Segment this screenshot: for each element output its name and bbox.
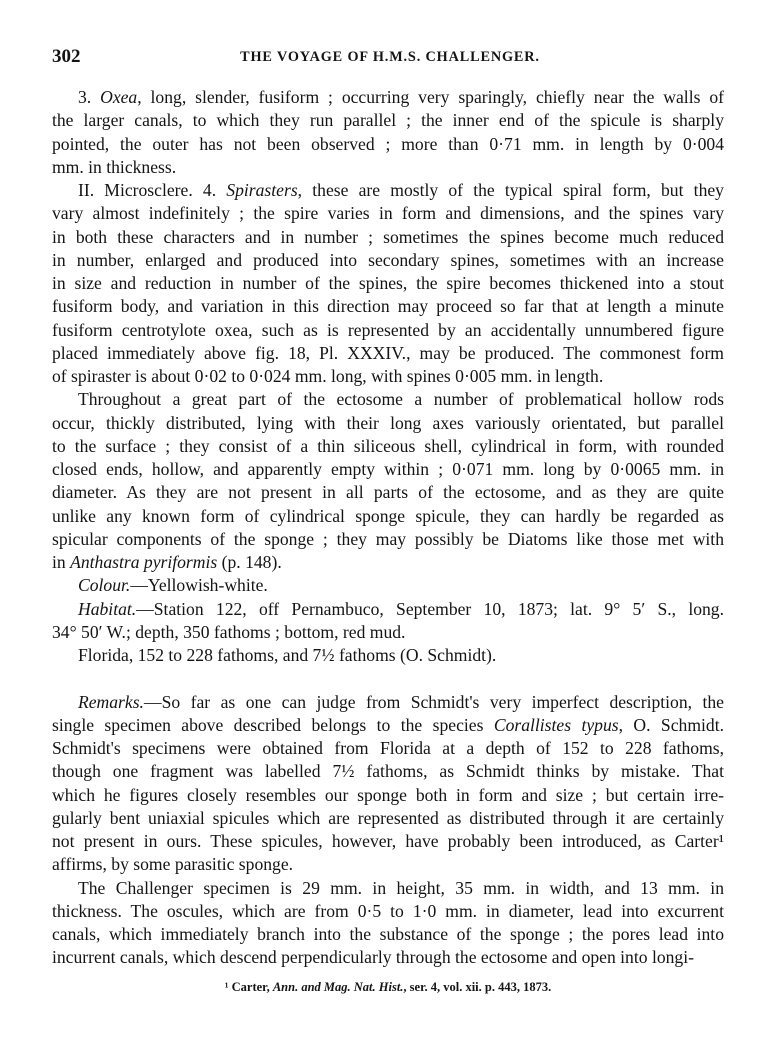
text-line [52,481,724,504]
running-title: THE VOYAGE OF H.M.S. CHALLENGER. [240,49,540,65]
text-run: —Station 122, off Pernambuco, September 10, 1873; lat. 9° 5′ S., long. [136,598,724,619]
text-line [78,877,724,900]
text-run: affirms, by some parasitic sponge. [52,854,294,875]
text-line [52,202,724,225]
text-run: thickness. The oscules, which are from 0·5 to 1·0 mm. in diameter, lead into excurrent [52,900,724,921]
italic-text: Remarks. [78,691,144,712]
text-run: which he figures closely resembles our sponge both in form and size ; but certain irre- [52,784,724,805]
italic-text: Habitat. [78,598,137,619]
text-line [52,760,724,783]
italic-text: Corallistes typus [493,714,619,735]
text-run: placed immediately above fig. 18, Pl. XXXIV., may be produced. The commonest form [52,342,724,363]
text-run: —Yellowish-white. [130,575,268,596]
text-line [52,853,724,876]
text-run: , long, slender, fusiform ; occurring very sparingly, chiefly near the walls of [137,87,724,107]
italic-text: Oxea [100,87,138,107]
text-line [52,900,724,923]
text-line [52,272,724,295]
text-run: canals, which immediately branch into the substance of the sponge ; the pores lead into [52,924,724,944]
text-run: , ser. 4, vol. xii. p. 443, 1873. [403,980,552,994]
page-number: 302 [52,46,81,67]
text-run: in number, enlarged and produced into secondary spines, sometimes with an increase [52,249,724,270]
text-run: diameter. As they are not present in all parts of the ectosome, and as they are quite [52,482,724,503]
text-line [52,226,724,249]
text-line [78,86,724,109]
text-line [52,528,724,551]
text-line [52,435,724,458]
text-run: The Challenger specimen is 29 mm. in height, 35 mm. in width, and 13 mm. in [78,877,724,898]
text-run: in both these characters and in number ; sometimes the spines become much reduced [52,226,724,247]
text-run: , O. Schmidt. [618,714,724,735]
text-run: closed ends, hollow, and apparently empty within ; 0·071 mm. long by 0·0065 mm. in [52,459,724,479]
text-line [52,551,724,574]
text-run: occur, thickly distributed, lying with their long axes variously orientated, but parallel [52,412,724,433]
text-run: pointed, the outer has not been observed ; more than 0·71 mm. in length by 0·004 [52,133,724,154]
text-run: spicular components of the sponge ; they may possibly be Diatoms like those met with [52,528,724,549]
text-line [52,133,724,156]
italic-text: Anthastra pyriformis [70,552,218,572]
text-run: Schmidt's specimens were obtained from Florida at a depth of 152 to 228 fathoms, [52,738,724,758]
text-line [52,458,724,481]
text-run: unlike any known form of cylindrical sponge spicule, they can hardly be regarded as [52,505,724,526]
text-run: gularly bent uniaxial spicules which are represented as distributed through it are certainly [52,807,724,828]
text-run: in [52,552,71,572]
text-run: ¹ Carter, [224,980,273,994]
text-line [78,691,724,714]
text-line [52,156,724,179]
text-line [52,342,724,365]
text-line [52,714,724,737]
text-line [52,830,724,853]
text-run: Throughout a great part of the ectosome a number of problematical hollow rods [78,389,724,410]
text-line [78,388,724,411]
text-line [78,179,724,202]
text-line [52,412,724,435]
text-run: the larger canals, to which they run parallel ; the inner end of the spicule is sharply [52,110,724,131]
text-line [52,365,724,388]
text-line [52,946,724,969]
text-run: 3. [78,87,101,107]
text-line [52,505,724,528]
italic-text: Ann. and Mag. Nat. Hist. [272,980,404,994]
text-line [78,644,724,667]
text-run: II. Microsclere. 4. [78,180,227,200]
text-line [52,737,724,760]
text-run: , these are mostly of the typical spiral form, but they [297,180,724,200]
text-run: fusiform body, and variation in this direction may proceed so far that at length a minute [52,296,724,317]
text-run: incurrent canals, which descend perpendicularly through the ectosome and open into longi- [52,947,694,968]
text-run: —So far as one can judge from Schmidt's very imperfect description, the [143,691,724,712]
text-run: 34° 50′ W.; depth, 350 fathoms ; bottom, red mud. [52,621,406,642]
text-run: mm. in thickness. [52,156,177,177]
text-run: not present in ours. These spicules, however, have probably been introduced, as Carter¹ [52,831,724,851]
italic-text: Colour. [78,575,131,596]
text-line [52,784,724,807]
text-run: vary almost indefinitely ; the spire varies in form and dimensions, and the spines vary [52,203,724,224]
text-line [52,807,724,830]
text-line [52,319,724,342]
text-run: fusiform centrotylote oxea, such as is represented by an accidentally unnumbered figure [52,319,724,340]
text-line [52,295,724,318]
text-run: single specimen above described belongs to the species [52,714,494,735]
text-line [52,621,724,644]
text-line [52,923,724,946]
text-run: though one fragment was labelled 7½ fathoms, as Schmidt thinks by mistake. That [52,761,724,782]
text-run: to the surface ; they consist of a thin siliceous shell, cylindrical in form, with rounded [52,435,724,456]
text-line [52,249,724,272]
italic-text: Spirasters [226,180,298,200]
text-run: of spiraster is about 0·02 to 0·024 mm. long, with spines 0·005 mm. in length. [52,366,604,386]
text-run: in size and reduction in number of the spines, the spire becomes thickened into a stout [52,273,724,293]
footnote [0,978,776,996]
text-line [78,574,724,597]
text-run: Florida, 152 to 228 fathoms, and 7½ fathoms (O. Schmidt). [78,645,497,665]
text-line [78,598,724,621]
text-line [52,109,724,132]
text-run: (p. 148). [217,552,282,572]
